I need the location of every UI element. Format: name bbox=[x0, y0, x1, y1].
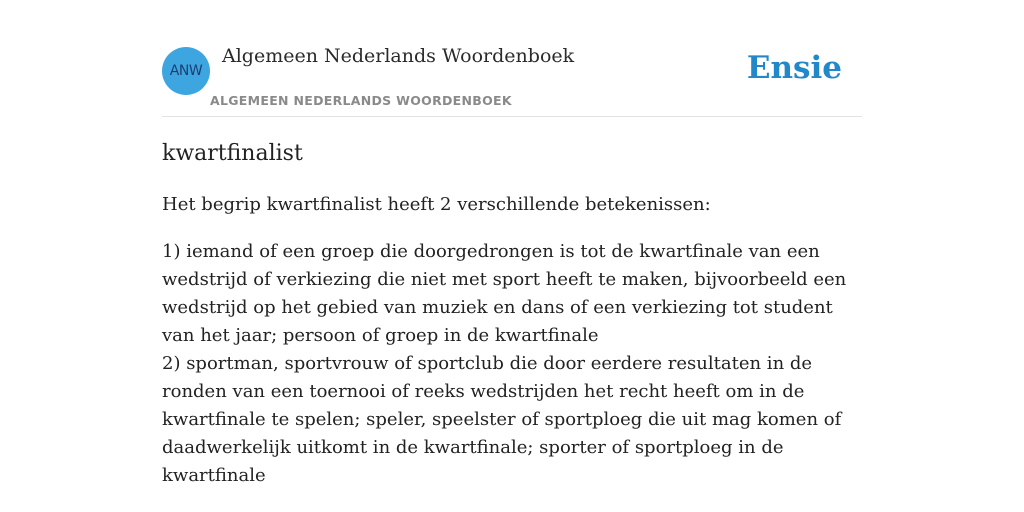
source-title[interactable]: Algemeen Nederlands Woordenboek bbox=[222, 45, 575, 67]
definition-list bbox=[162, 238, 862, 490]
logo-text: ANW bbox=[169, 63, 203, 79]
anw-logo[interactable] bbox=[162, 47, 210, 95]
source-subtitle: ALGEMEEN NEDERLANDS WOORDENBOEK bbox=[210, 93, 512, 108]
word-title: kwartfinalist bbox=[162, 141, 303, 166]
header bbox=[162, 0, 862, 117]
definition-item: 1) iemand of een groep die doorgedrongen is tot de kwartfinale van een wedstrijd of verkiezing die niet met sport heeft te maken, bijvoorbeeld een wedstrijd op het gebied van muziek en dans of een verkiezing tot student van het jaar; persoon of groep in de kwartfinale bbox=[162, 241, 847, 346]
entry-content bbox=[162, 138, 862, 490]
ensie-brand-logo[interactable]: Ensie bbox=[746, 50, 842, 86]
definition-item: 2) sportman, sportvrouw of sportclub die door eerdere resultaten in de ronden van een toernooi of reeks wedstrijden het recht heeft om in de kwartfinale te spelen; speler, speelster of sportploeg die uit mag komen of daadwerkelijk uitkomt in de kwartfinale; sporter of sportploeg in de kwartfinale bbox=[162, 353, 842, 486]
intro-text: Het begrip kwartfinalist heeft 2 verschillende betekenissen: bbox=[162, 194, 711, 215]
